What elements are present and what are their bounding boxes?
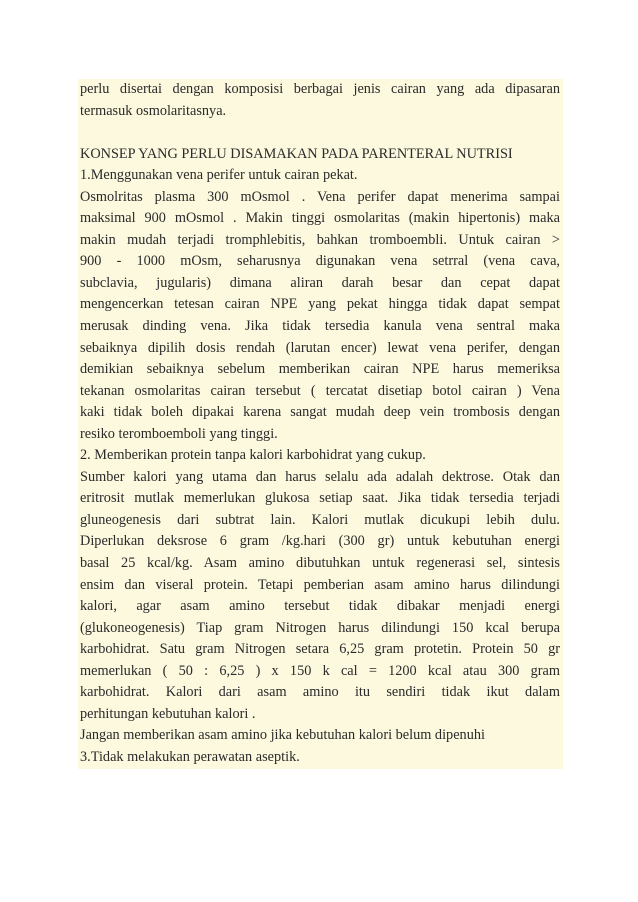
text-line: Sumber kalori yang utama dan harus selalu ada adalah dektrose. Otak dan [80, 468, 560, 485]
highlighted-text-block [78, 79, 563, 769]
text-line: perlu disertai dengan komposisi berbagai jenis cairan yang ada dipasaran [80, 81, 560, 97]
text-line: merusak dinding vena. Jika tidak tersedia kanula vena sentral maka [80, 318, 560, 335]
text-line: memerlukan ( 50 : 6,25 ) x 150 k cal = 1200 kcal atau 300 gram [80, 662, 560, 679]
text-line: basal 25 kcal/kg. Asam amino dibutuhkan untuk regenerasi sel, sintesis [80, 555, 560, 572]
text-line: Osmolritas plasma 300 mOsmol . Vena perifer dapat menerima sampai [80, 188, 560, 205]
text-line: karbohidrat. Kalori dari asam amino itu sendiri tidak ikut dalam [80, 684, 560, 701]
text-line: kaki tidak boleh dipakai karena sangat mudah deep vein trombosis dengan [80, 404, 560, 421]
text-line: kalori, agar asam amino tersebut tidak dibakar menjadi energi [80, 598, 560, 615]
section-heading: KONSEP YANG PERLU DISAMAKAN PADA PARENTERAL NUTRISI [80, 145, 513, 162]
text-line: termasuk osmolaritasnya. [80, 102, 227, 119]
point-3-title: 3.Tidak melakukan perawatan aseptik. [80, 748, 300, 765]
text-line: resiko teromboemboli yang tinggi. [80, 425, 278, 442]
text-line: ensim dan viseral protein. Tetapi pemberian asam amino harus dilindungi [80, 576, 560, 593]
text-line: eritrosit mutlak memerlukan glukosa setiap saat. Jika tidak tersedia terjadi [80, 490, 560, 507]
text-line: karbohidrat. Satu gram Nitrogen setara 6,25 gram protetin. Protein 50 gr [80, 641, 560, 658]
text-line: 900 - 1000 mOsm, seharusnya digunakan vena setrral (vena cava, [80, 253, 560, 270]
text-line: tekanan osmolaritas cairan tersebut ( tercatat disetiap botol cairan ) Vena [80, 382, 560, 399]
text-line: gluneogenesis dari subtrat lain. Kalori mutlak dicukupi lebih dulu. [80, 511, 560, 528]
text-line: (glukoneogenesis) Tiap gram Nitrogen harus dilindungi 150 kcal berupa [80, 619, 560, 636]
text-line: maksimal 900 mOsmol . Makin tinggi osmolaritas (makin hipertonis) maka [80, 210, 560, 227]
text-line: mengencerkan tetesan cairan NPE yang pekat hingga tidak dapat sempat [80, 296, 560, 313]
text-line: sebaiknya dipilih dosis rendah (larutan encer) lewat vena perifer, dengan [80, 339, 560, 356]
text-line: Jangan memberikan asam amino jika kebutuhan kalori belum dipenuhi [80, 727, 485, 744]
text-line: subclavia, jugularis) dimana aliran darah besar dan cepat dapat [80, 274, 560, 291]
point-1-title: 1.Menggunakan vena perifer untuk cairan pekat. [80, 167, 358, 184]
point-2-title: 2. Memberikan protein tanpa kalori karbohidrat yang cukup. [80, 447, 426, 464]
blank-line [80, 122, 560, 144]
text-line: demikian sebaiknya sebelum memberikan cairan NPE harus memeriksa [80, 361, 560, 378]
text-line: perhitungan kebutuhan kalori . [80, 705, 256, 722]
text-line: makin mudah terjadi tromphlebitis, bahkan tromboembli. Untuk cairan > [80, 231, 560, 248]
text-line: Diperlukan deksrose 6 gram /kg.hari (300 gr) untuk kebutuhan energi [80, 533, 560, 550]
